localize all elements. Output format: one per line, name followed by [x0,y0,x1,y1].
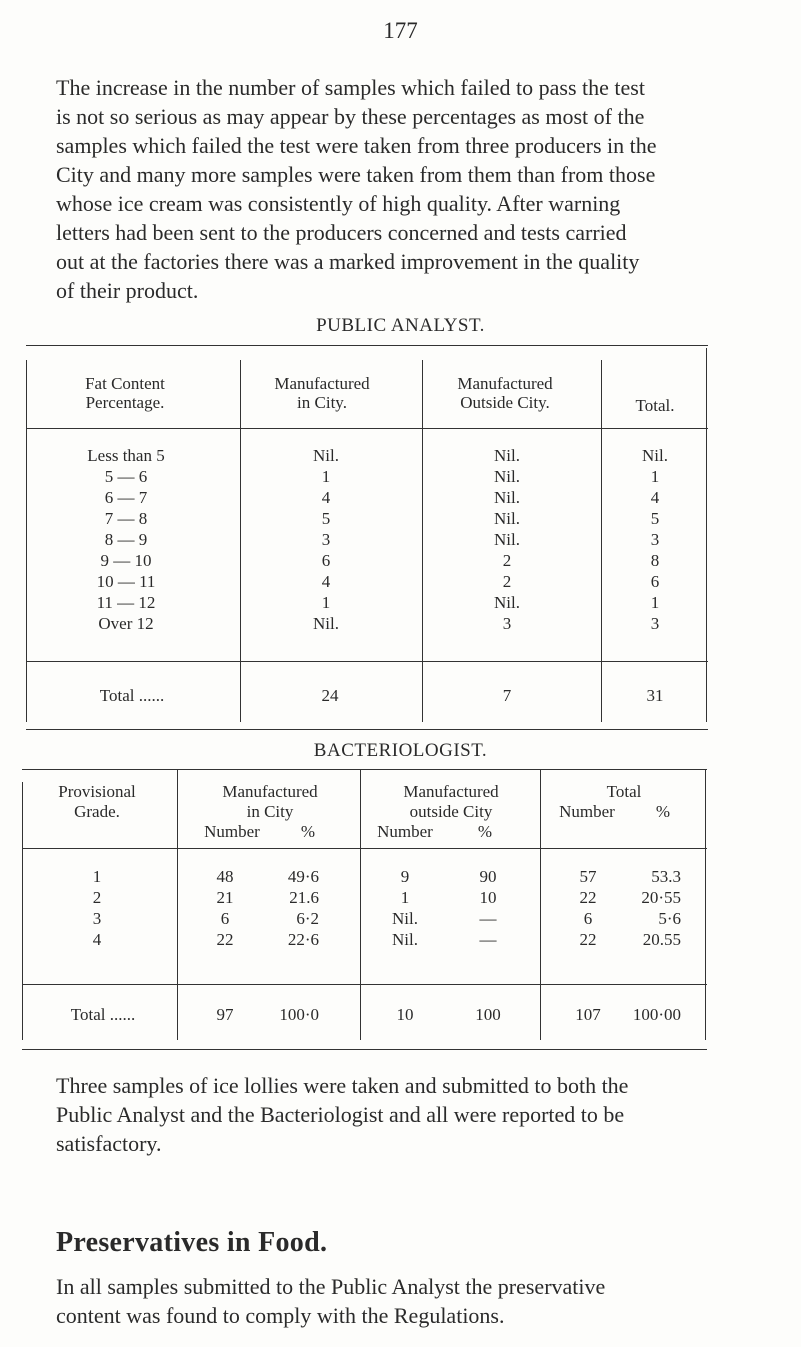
total-label: Total ...... [99,686,165,705]
cell: 7 — 8 [104,509,148,528]
cell: 22 [579,888,597,907]
col-header: Manufactured [403,782,499,801]
col-header: Number [559,802,615,821]
cell: 48 [216,867,234,886]
col-header: % [300,822,316,841]
text-line: The increase in the number of samples which failed to pass the test [56,75,645,100]
cell: 9 — 10 [100,551,152,570]
cell: 2 [92,888,102,907]
cell: 21 [216,888,234,907]
table-border [422,360,423,722]
cell: — [479,909,497,928]
table-rule [22,769,707,770]
cell: 5 — 6 [104,467,148,486]
cell: Nil. [494,593,520,612]
table-rule [26,428,708,429]
table-rule [26,345,708,346]
table-border [601,360,602,722]
cell: 4 [321,488,331,507]
col-header: Manufactured [457,374,553,393]
cell: 6·2 [296,909,319,928]
cell: 100·00 [632,1005,681,1024]
col-header: in City. [297,393,347,412]
cell: 22·6 [287,930,319,949]
table-rule [22,984,707,985]
cell: 6 — 7 [104,488,148,507]
cell: 8 [650,551,660,570]
cell: 1 [400,888,410,907]
cell: 10 [479,888,497,907]
cell: Nil. [392,930,418,949]
total-label: Total ...... [70,1005,136,1024]
page-number: 177 [383,18,418,43]
cell: 7 [502,686,512,705]
col-header: Manufactured [274,374,370,393]
table-border [540,770,541,1040]
text-line: Three samples of ice lollies were taken and submitted to both the [56,1073,629,1098]
cell: 11 — 12 [96,593,156,612]
cell: 90 [479,867,497,886]
cell: Nil. [494,530,520,549]
table-border [22,782,23,1040]
cell: Nil. [494,509,520,528]
cell: Nil. [313,446,339,465]
col-header: Outside City. [460,393,550,412]
cell: 21.6 [289,888,319,907]
cell: 6 [321,551,331,570]
cell: 9 [400,867,410,886]
table-border [240,360,241,722]
cell: 6 [583,909,593,928]
col-header: Percentage. [85,393,165,412]
cell: 2 [502,551,512,570]
cell: 5 [650,509,660,528]
cell: 100 [475,1005,501,1024]
cell: 107 [575,1005,601,1024]
col-header: Manufactured [222,782,318,801]
cell: Nil. [642,446,668,465]
bacteriologist-caption: BACTERIOLOGIST. [313,740,488,761]
table-border [26,360,27,722]
col-header: Provisional [58,782,136,801]
cell: Nil. [392,909,418,928]
text-line: out at the factories there was a marked improvement in the quality [56,249,640,274]
table-border [177,770,178,1040]
table-rule [26,661,708,662]
cell: 3 [650,614,660,633]
table-rule [22,1049,707,1050]
cell: Nil. [494,467,520,486]
cell: 22 [216,930,234,949]
cell: 3 [650,530,660,549]
cell: 57 [579,867,597,886]
cell: 5·6 [658,909,681,928]
col-header: outside City [409,802,493,821]
text-line: of their product. [56,278,199,303]
intro-paragraph [56,73,746,305]
col-header: Grade. [74,802,120,821]
text-line: Public Analyst and the Bacteriologist and all were reported to be [56,1102,625,1127]
text-line: In all samples submitted to the Public Analyst the preservative [56,1274,606,1299]
text-line: satisfactory. [56,1131,162,1156]
cell: Nil. [494,446,520,465]
cell: 1 [650,467,660,486]
text-line: City and many more samples were taken from them than from those [56,162,656,187]
cell: 10 [396,1005,414,1024]
col-header: Total [606,782,642,801]
cell: 4 [650,488,660,507]
cell: 1 [321,593,331,612]
col-header: Total. [635,396,675,415]
cell: 8 — 9 [104,530,148,549]
cell: Nil. [494,488,520,507]
table-border [360,770,361,1040]
cell: 53.3 [651,867,681,886]
col-header: % [655,802,671,821]
table-border [705,770,706,1040]
cell: 22 [579,930,597,949]
cell: 100·0 [279,1005,319,1024]
table-border [706,348,707,722]
text-line: whose ice cream was consistently of high quality. After warning [56,191,621,216]
cell: 49·6 [287,867,319,886]
cell: 10 — 11 [96,572,156,591]
cell: 4 [92,930,102,949]
cell: 3 [502,614,512,633]
analyst-caption: PUBLIC ANALYST. [316,315,485,336]
col-header: Fat Content [85,374,165,393]
text-line: is not so serious as may appear by these percentages as most of the [56,104,645,129]
cell: 24 [321,686,339,705]
cell: Less than 5 [87,446,165,465]
col-header: Number [204,822,260,841]
text-line: samples which failed the test were taken from three producers in the [56,133,657,158]
cell: 6 [220,909,230,928]
col-header: in City [246,802,294,821]
col-header: Number [377,822,433,841]
cell: Over 12 [98,614,154,633]
table-rule [26,729,708,730]
cell: 20·55 [641,888,681,907]
text-line: letters had been sent to the producers concerned and tests carried [56,220,627,245]
cell: 6 [650,572,660,591]
cell: 1 [92,867,102,886]
col-header: % [477,822,493,841]
preservatives-paragraph [56,1272,746,1330]
lollies-paragraph [56,1071,746,1158]
cell: 3 [321,530,331,549]
cell: 1 [321,467,331,486]
section-heading: Preservatives in Food. [56,1227,328,1258]
cell: Nil. [313,614,339,633]
table-rule [22,848,707,849]
cell: 20.55 [642,930,681,949]
cell: 31 [646,686,664,705]
cell: 5 [321,509,331,528]
cell: 97 [216,1005,234,1024]
cell: 1 [650,593,660,612]
cell: 3 [92,909,102,928]
cell: 4 [321,572,331,591]
cell: — [479,930,497,949]
cell: 2 [502,572,512,591]
text-line: content was found to comply with the Regulations. [56,1303,505,1328]
